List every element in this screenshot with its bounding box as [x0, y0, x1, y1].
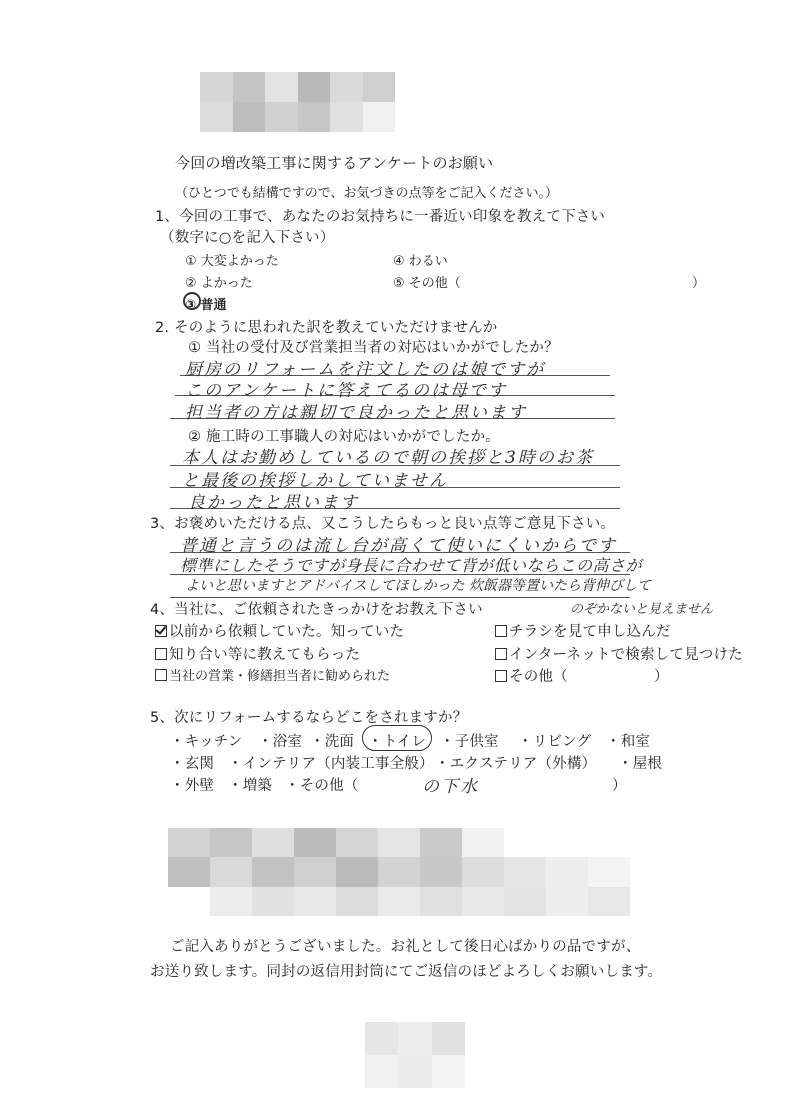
- q5-option-kids-room[interactable]: ・子供室: [440, 734, 499, 750]
- checkbox-icon[interactable]: [155, 648, 167, 660]
- footer-instructions: お送り致します。同封の返信用封筒にてご返信のほどよろしくお願いします。: [150, 964, 663, 980]
- q5-option-toilet-selected[interactable]: ・トイレ: [368, 734, 427, 750]
- handwritten-answer: 厨房のリフォームを注文したのは娘ですが: [185, 360, 546, 380]
- q1-option-1[interactable]: ① 大変よかった: [185, 254, 279, 269]
- handwritten-answer: 本人はお勤めしているので朝の挨拶と3時のお茶: [182, 448, 594, 468]
- handwritten-answer-overflow: のぞかないと見えません: [570, 602, 714, 617]
- q4-option-label: チラシを見て申し込んだ: [509, 624, 671, 640]
- handwritten-answer: の下水: [422, 777, 479, 797]
- q1-option-5-close: ）: [692, 276, 706, 291]
- page-title: 今回の増改築工事に関するアンケートのお願い: [175, 154, 494, 172]
- q5-option-bath[interactable]: ・浴室: [258, 734, 303, 750]
- checkbox-icon[interactable]: [495, 670, 507, 682]
- handwritten-answer: と最後の挨拶しかしていません: [182, 471, 448, 491]
- q4-other-close: ）: [654, 669, 669, 685]
- redacted-area-middle: [168, 828, 630, 916]
- handwritten-answer: よいと思いますとアドバイスしてほしかった 炊飯器等置いたら背伸びして: [185, 578, 652, 594]
- q1-option-3-selected[interactable]: ③ 普通: [185, 298, 227, 313]
- q2-sub1: ① 当社の受付及び営業担当者の対応はいかがでしたか？: [188, 340, 559, 356]
- handwritten-answer: 良かったと思います: [188, 493, 359, 513]
- redacted-area-top: [200, 72, 395, 132]
- q5-option-kitchen[interactable]: ・キッチン: [170, 734, 243, 750]
- q5-other-close: ）: [612, 778, 627, 794]
- q2-question: 2. そのように思われた訳を教えていただけませんか: [155, 320, 498, 336]
- q4-option-label: 知り合い等に教えてもらった: [169, 647, 361, 663]
- q5-option-entrance[interactable]: ・玄関: [170, 756, 215, 772]
- handwritten-answer: このアンケートに答えてるのは母です: [185, 381, 507, 401]
- q1-option-2[interactable]: ② よかった: [185, 276, 253, 291]
- q5-option-interior[interactable]: ・インテリア（内装工事全般）: [228, 756, 434, 772]
- checkbox-checked-icon[interactable]: [155, 625, 167, 637]
- selection-circle-mark: [362, 725, 432, 751]
- q5-option-extension[interactable]: ・増築: [228, 778, 273, 794]
- q4-option-label: インターネットで検索して見つけた: [509, 647, 743, 663]
- q4-question: 4、当社に、ご依頼されたきっかけをお教え下さい: [150, 602, 483, 618]
- q1-option-5[interactable]: ⑤ その他（: [393, 276, 461, 291]
- redacted-area-bottom: [365, 1022, 465, 1088]
- handwritten-answer: 標準にしたそうですが身長に合わせて背が低いならこの高さが: [180, 556, 643, 575]
- q5-option-wall[interactable]: ・外壁: [170, 778, 215, 794]
- q5-option-living[interactable]: ・リビング: [518, 734, 592, 750]
- q4-option-flyer[interactable]: [495, 620, 671, 641]
- q4-option-label: 以前から依頼していた。知っていた: [169, 624, 405, 640]
- selection-circle-mark: [183, 292, 201, 310]
- q3-question: 3、お褒めいただける点、又こうしたらもっと良い点等ご意見下さい。: [150, 516, 616, 532]
- handwritten-answer: 普通と言うのは流し台が高くて使いにくいからです: [180, 536, 617, 556]
- q5-option-other[interactable]: ・その他（: [285, 778, 359, 794]
- q1-option-4[interactable]: ④ わるい: [393, 254, 448, 269]
- checkbox-icon[interactable]: [495, 648, 507, 660]
- q5-option-exterior[interactable]: ・エクステリア（外構）: [435, 756, 597, 772]
- q4-option-sales[interactable]: [155, 665, 390, 684]
- q1-instruction: （数字に○を記入下さい）: [160, 230, 335, 246]
- checkbox-icon[interactable]: [495, 625, 507, 637]
- q4-option-label: 当社の営業・修繕担当者に勧められた: [169, 669, 391, 684]
- page-subtitle: （ひとつでも結構ですので、お気づきの点等をご記入ください。）: [175, 186, 558, 201]
- footer-thanks: ご記入ありがとうございました。お礼として後日心ばかりの品ですが、: [170, 939, 641, 955]
- q1-question: 1、今回の工事で、あなたのお気持ちに一番近い印象を教えて下さい: [155, 209, 606, 225]
- handwritten-answer: 担当者の方は親切で良かったと思います: [185, 403, 527, 423]
- q5-question: 5、次にリフォームするならどこをされますか？: [150, 710, 468, 726]
- q4-option-other[interactable]: [495, 665, 568, 686]
- q4-option-referral[interactable]: [155, 643, 360, 664]
- q5-option-roof[interactable]: ・屋根: [618, 756, 663, 772]
- q5-option-japanese-room[interactable]: ・和室: [606, 734, 651, 750]
- q2-sub2: ② 施工時の工事職人の対応はいかがでしたか。: [188, 429, 501, 445]
- q4-option-label: その他（: [509, 669, 568, 685]
- checkbox-icon[interactable]: [155, 669, 167, 681]
- q4-option-internet[interactable]: [495, 643, 743, 664]
- q4-option-previous[interactable]: [155, 620, 404, 641]
- q5-option-washroom[interactable]: ・洗面: [310, 734, 355, 750]
